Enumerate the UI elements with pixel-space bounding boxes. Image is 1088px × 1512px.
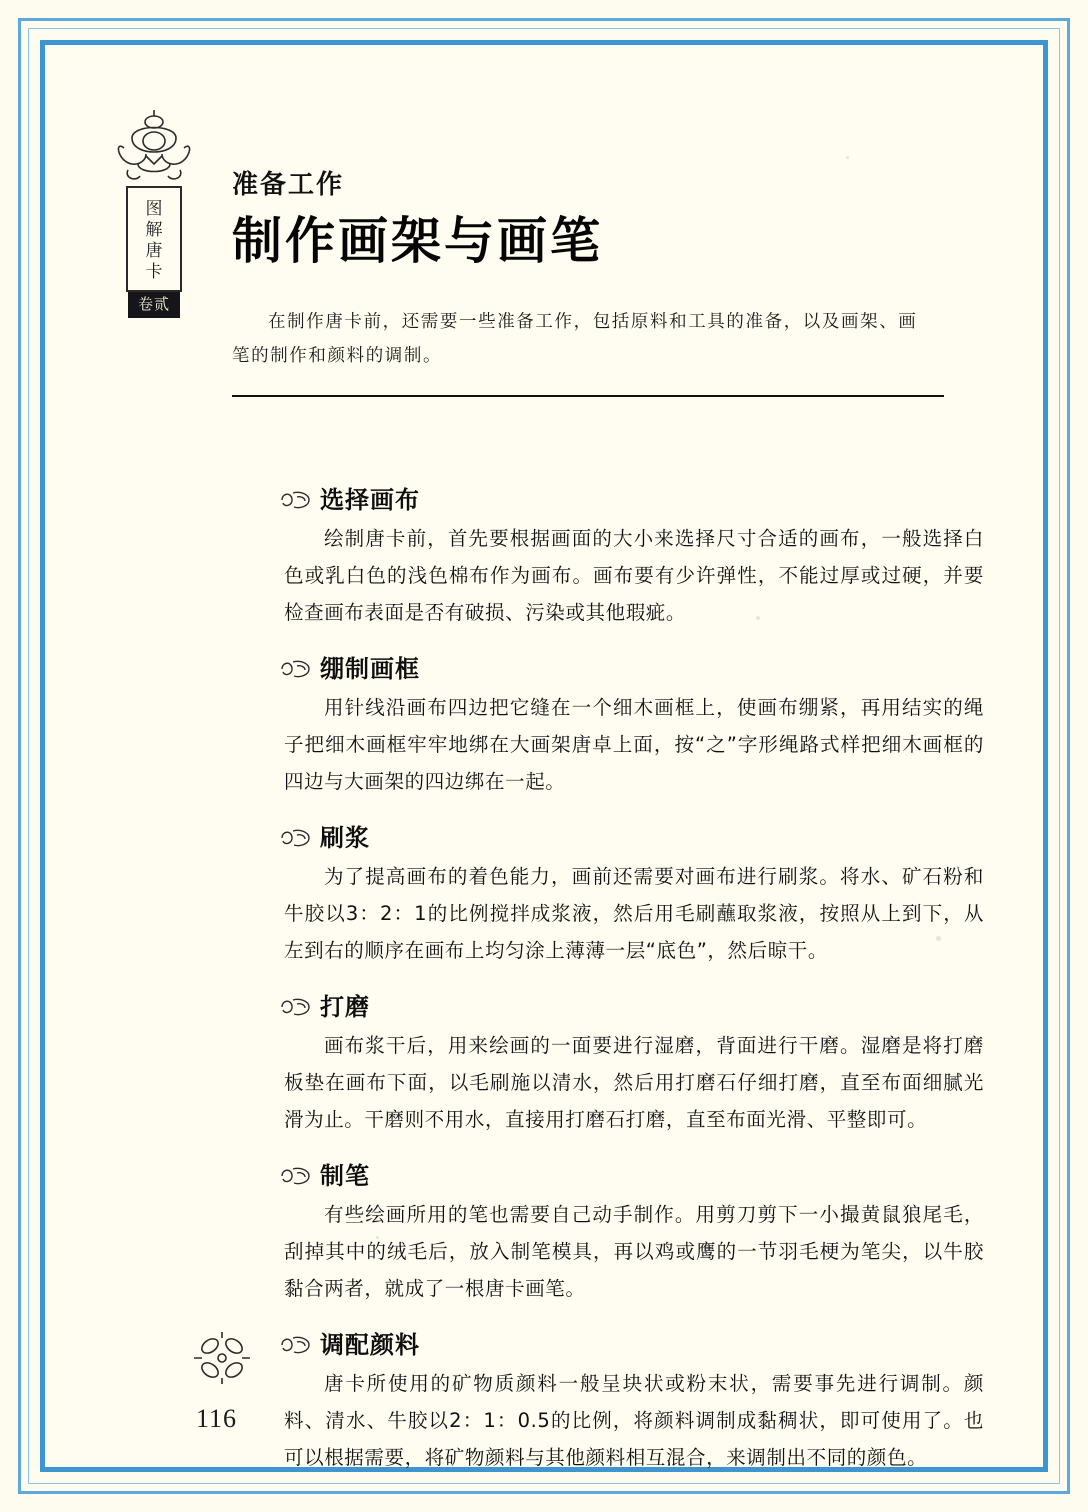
section-title: 绷制画框 [320,655,420,683]
kicker: 准备工作 [232,170,345,200]
section [284,1331,984,1476]
section-paragraph: 唐卡所使用的矿物质颜料一般呈块状或粉末状，需要事先进行调制。颜料、清水、牛胶以2：1：0.5的比例，将颜料调制成黏稠状，即可使用了。也可以根据需要，将矿物颜料与其他颜料相互混合，来调制出不同的颜色。 [284,1372,984,1469]
article-body [284,486,984,1500]
chapter-tab-char: 解 [145,220,163,239]
section [284,824,984,969]
scroll-ornament-icon [278,1164,312,1188]
lede-paragraph: 在制作唐卡前，还需要一些准备工作，包括原料和工具的准备，以及画架、画笔的制作和颜料的调制。 [232,312,918,366]
scroll-ornament-icon [278,995,312,1019]
scroll-ornament-icon [278,488,312,512]
section-heading [278,993,984,1021]
chapter-tab-char: 唐 [145,241,163,260]
header-divider [232,395,944,397]
tab-ornament-icon [102,108,206,186]
page-content [56,56,1032,1469]
section-heading [278,1331,984,1359]
section-title: 调配颜料 [320,1331,420,1359]
page-title: 制作画架与画笔 [232,212,603,270]
scroll-ornament-icon [278,1333,312,1357]
section-paragraph: 画布浆干后，用来绘画的一面要进行湿磨，背面进行干磨。湿磨是将打磨板垫在画布下面，以毛刷施以清水，然后用打磨石仔细打磨，直至布面细腻光滑为止。干磨则不用水，直接用打磨石打磨，直至布面光滑、平整即可。 [284,1034,984,1131]
section [284,486,984,631]
section-heading [278,655,984,683]
floral-ornament-icon [192,1332,252,1384]
section-heading [278,1162,984,1190]
scroll-ornament-icon [278,657,312,681]
chapter-tab-char: 图 [145,199,163,218]
section-paragraph: 绘制唐卡前，首先要根据画面的大小来选择尺寸合适的画布，一般选择白色或乳白色的浅色棉布作为画布。画布要有少许弹性，不能过厚或过硬，并要检查画布表面是否有破损、污染或其他瑕疵。 [284,527,984,624]
section-title: 选择画布 [320,486,420,514]
section-heading [278,486,984,514]
chapter-tab-char: 卡 [145,262,163,281]
scroll-ornament-icon [278,826,312,850]
section-paragraph: 为了提高画布的着色能力，画前还需要对画布进行刷浆。将水、矿石粉和牛胶以3：2：1的比例搅拌成浆液，然后用毛刷蘸取浆液，按照从上到下，从左到右的顺序在画布上均匀涂上薄薄一层“底色”，然后晾干。 [284,865,984,962]
section [284,1162,984,1307]
chapter-tab-volume: 卷贰 [128,292,180,318]
section-title: 打磨 [320,993,370,1021]
section-title: 刷浆 [320,824,370,852]
article-header [232,164,972,397]
section-heading [278,824,984,852]
section-title: 制笔 [320,1162,370,1190]
paper-speck [846,156,849,159]
chapter-tab-title [126,186,182,292]
page-number: 116 [196,1404,238,1433]
section-paragraph: 用针线沿画布四边把它缝在一个细木画框上，使画布绷紧，再用结实的绳子把细木画框牢牢地绑在大画架唐卓上面，按“之”字形绳路式样把细木画框的四边与大画架的四边绑在一起。 [284,696,984,793]
chapter-tab [102,108,206,318]
section [284,655,984,800]
section [284,993,984,1138]
section-paragraph: 有些绘画所用的笔也需要自己动手制作。用剪刀剪下一小撮黄鼠狼尾毛，刮掉其中的绒毛后，放入制笔模具，再以鸡或鹰的一节羽毛梗为笔尖，以牛胶黏合两者，就成了一根唐卡画笔。 [284,1203,984,1300]
